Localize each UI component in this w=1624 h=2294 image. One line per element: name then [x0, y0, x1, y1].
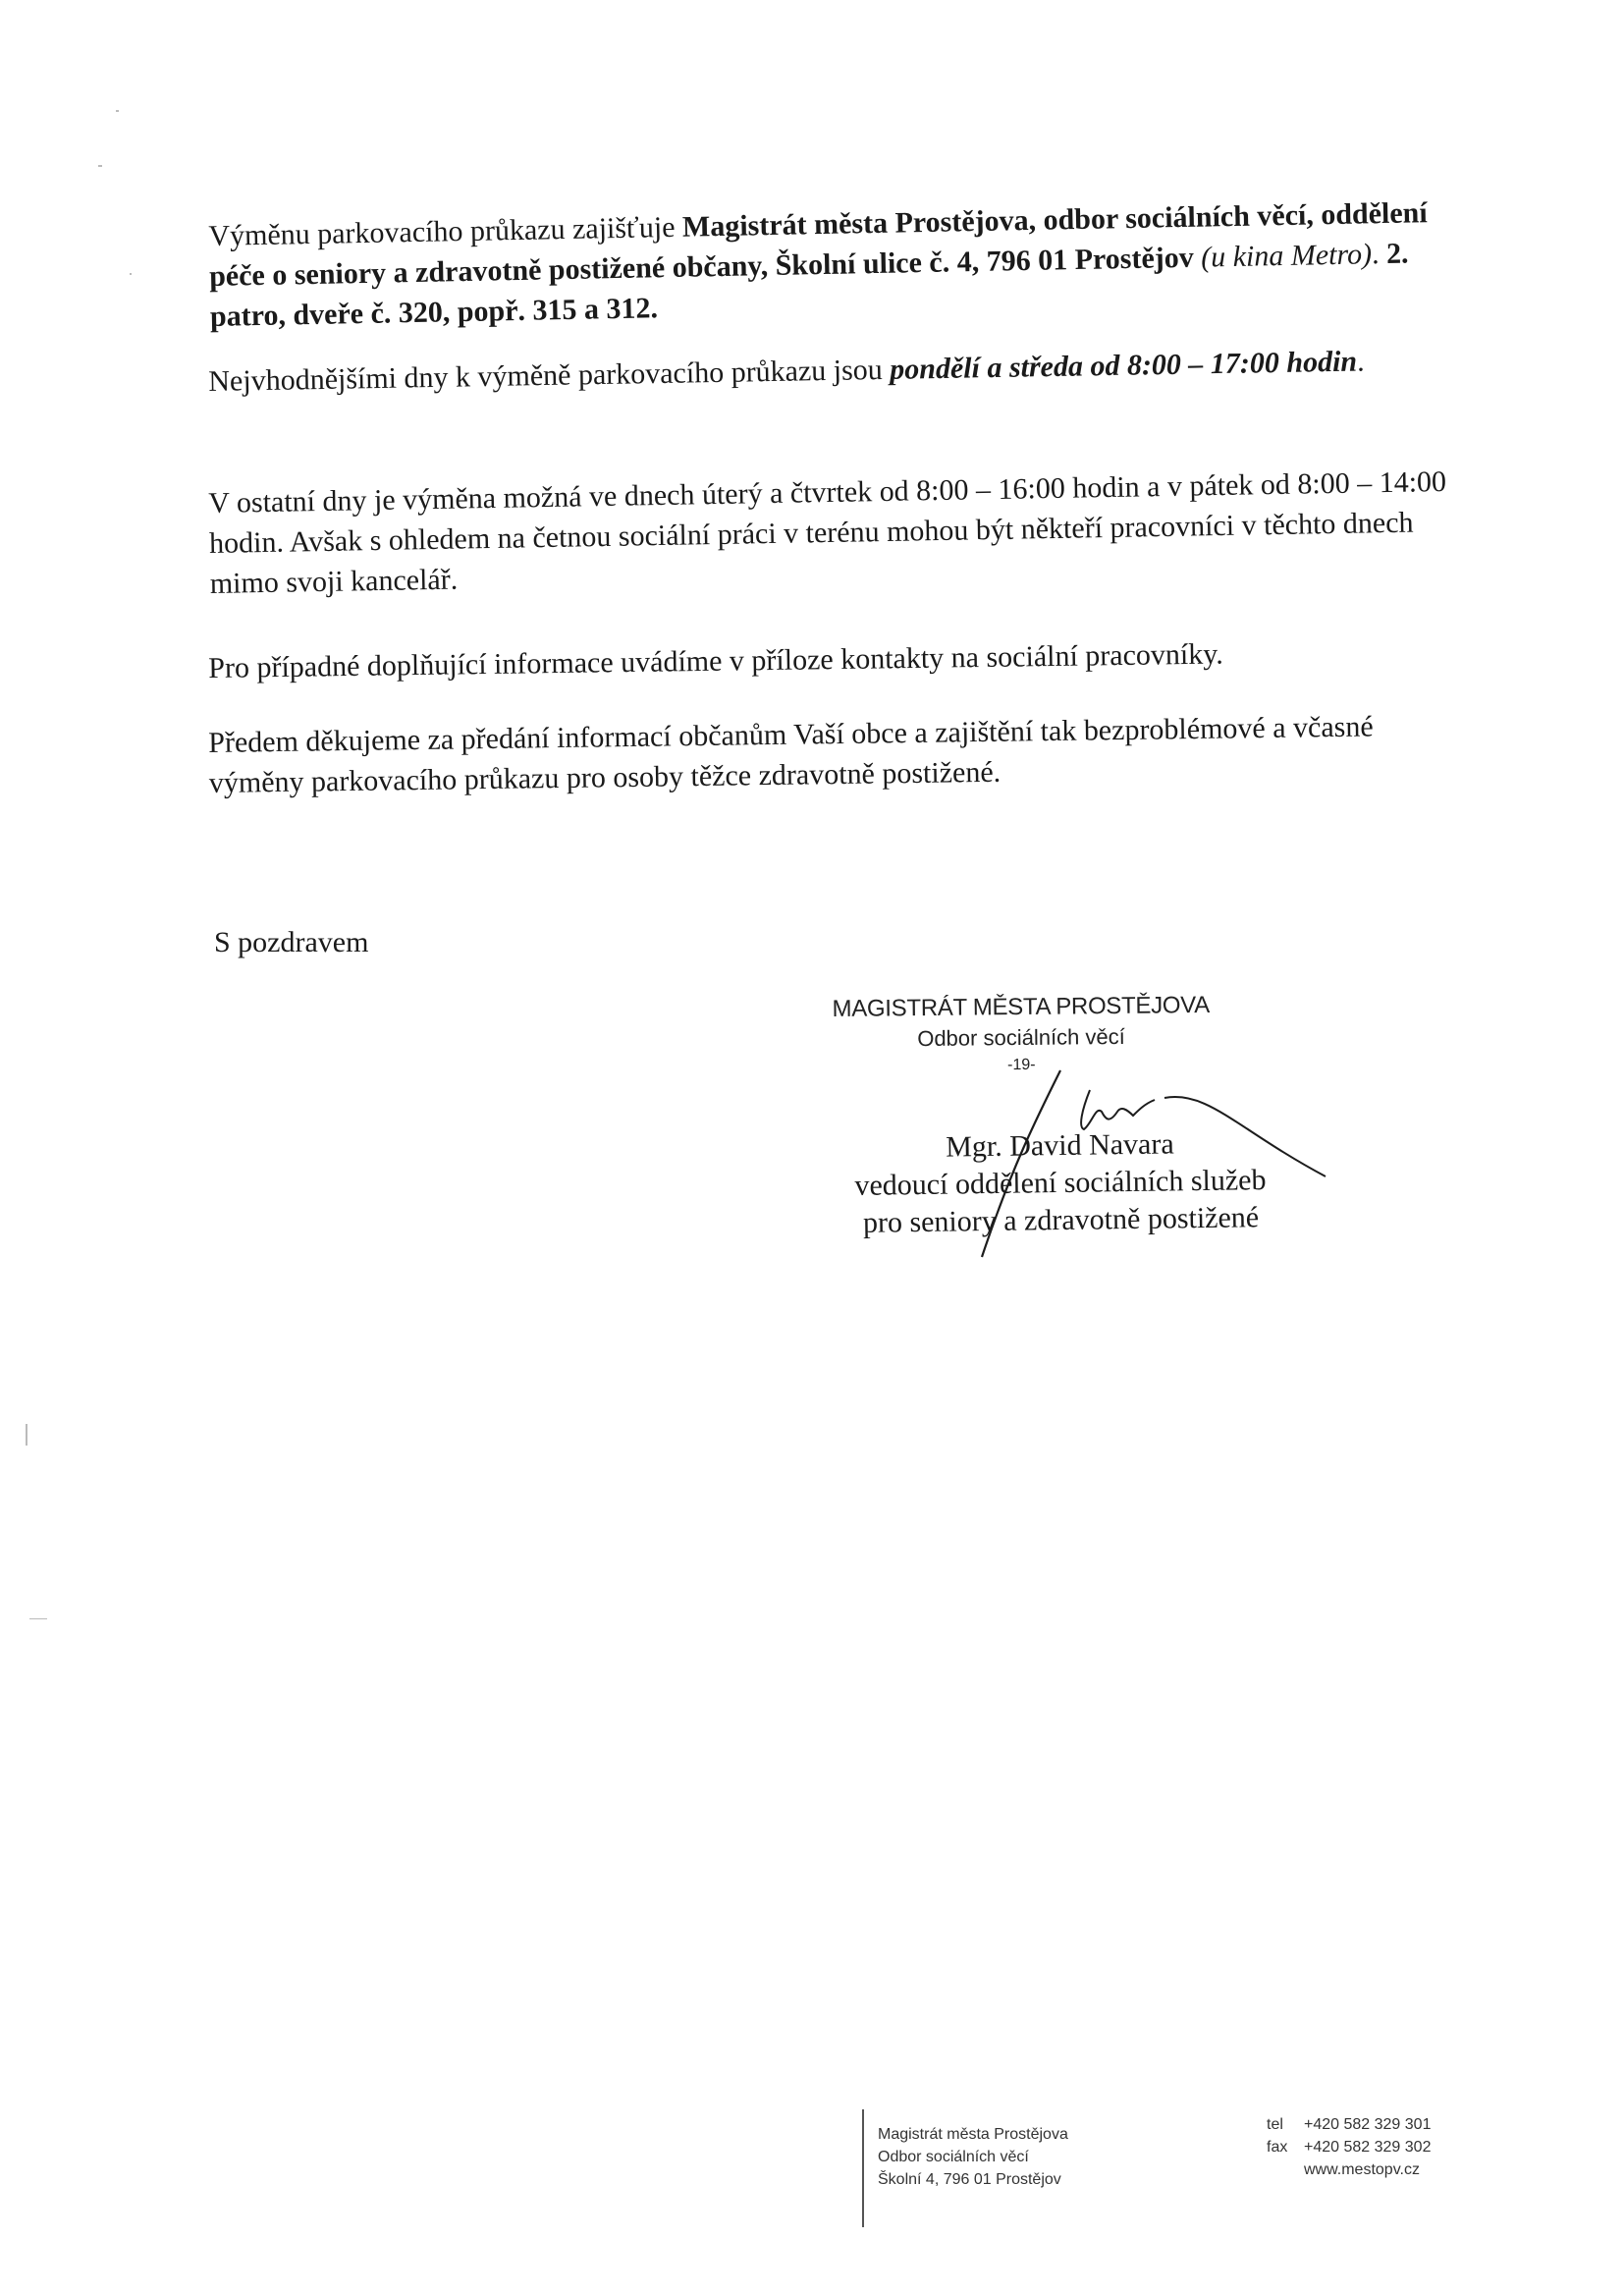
- web-link[interactable]: www.mestopv.cz: [1304, 2161, 1420, 2178]
- p2-intro: Nejvhodnějšími dny k výměně parkovacího průkazu jsou: [208, 353, 891, 398]
- p1-office-address: Magistrát města Prostějova, odbor sociálních věcí, oddělení péče o seniory a zdravotně postižené občany, Školní ulice č. 4, 796 01 Prostějov: [208, 196, 1428, 293]
- p1-floor-doors: 2. patro, dveře č. 320, popř. 315 a 312.: [209, 237, 1409, 333]
- fax-label: fax: [1267, 2139, 1288, 2156]
- signer-title-line2: pro seniory a zdravotně postižené: [862, 1201, 1260, 1239]
- paragraph-other-days: V ostatní dny je výměna možná ve dnech úterý a čtvrtek od 8:00 – 16:00 hodin a v pátek od 8:00 – 14:00 hodin. Avšak s ohledem na četnou sociální práci v terénu mohou být někteří pracovníci v těchto dnech mimo svoji kancelář.: [208, 464, 1447, 600]
- footer-fax-row: [1267, 2136, 1431, 2158]
- paragraph-best-days: [208, 339, 1476, 402]
- p1-separator: .: [1371, 237, 1387, 271]
- greeting: S pozdravem: [214, 926, 369, 958]
- paragraph-exchange-location: [208, 191, 1477, 337]
- p1-intro: Výměnu parkovacího průkazu zajišťuje: [208, 210, 683, 252]
- p1-landmark: (u kina Metro): [1200, 238, 1373, 274]
- footer-street-address: Školní 4, 796 01 Prostějov: [878, 2171, 1061, 2188]
- footer-department: Odbor sociálních věcí: [878, 2149, 1029, 2165]
- footer-address: [862, 2109, 1068, 2227]
- footer-contacts: [1267, 2113, 1431, 2181]
- footer-tel-row: [1267, 2113, 1431, 2136]
- p2-best-days-hours: pondělí a středa od 8:00 – 17:00 hodin: [889, 345, 1358, 386]
- signer-block: [785, 1123, 1336, 1243]
- stamp-number: -19-: [1007, 1056, 1036, 1074]
- paragraph-thanks: Předem děkujeme za předání informací občanům Vaší obce a zajištění tak bezproblémové a včasné výměny parkovacího průkazu pro osoby těžce zdravotně postižené.: [208, 710, 1374, 799]
- tel-value: +420 582 329 301: [1304, 2116, 1432, 2133]
- signer-title-line1: vedoucí oddělení sociálních služeb: [854, 1164, 1267, 1202]
- footer-web-row: [1267, 2158, 1431, 2181]
- stamp-department: Odbor sociálních věcí: [917, 1023, 1125, 1052]
- tel-label: tel: [1267, 2116, 1283, 2133]
- p2-end: .: [1356, 345, 1365, 378]
- signer-name: Mgr. David Navara: [946, 1127, 1174, 1164]
- stamp-office-name: MAGISTRÁT MĚSTA PROSTĚJOVA: [832, 991, 1210, 1023]
- paragraph-contacts: Pro případné doplňující informace uvádíme v příloze kontakty na sociální pracovníky.: [208, 637, 1224, 684]
- fax-value: +420 582 329 302: [1304, 2139, 1432, 2156]
- footer-org-name: Magistrát města Prostějova: [878, 2126, 1068, 2143]
